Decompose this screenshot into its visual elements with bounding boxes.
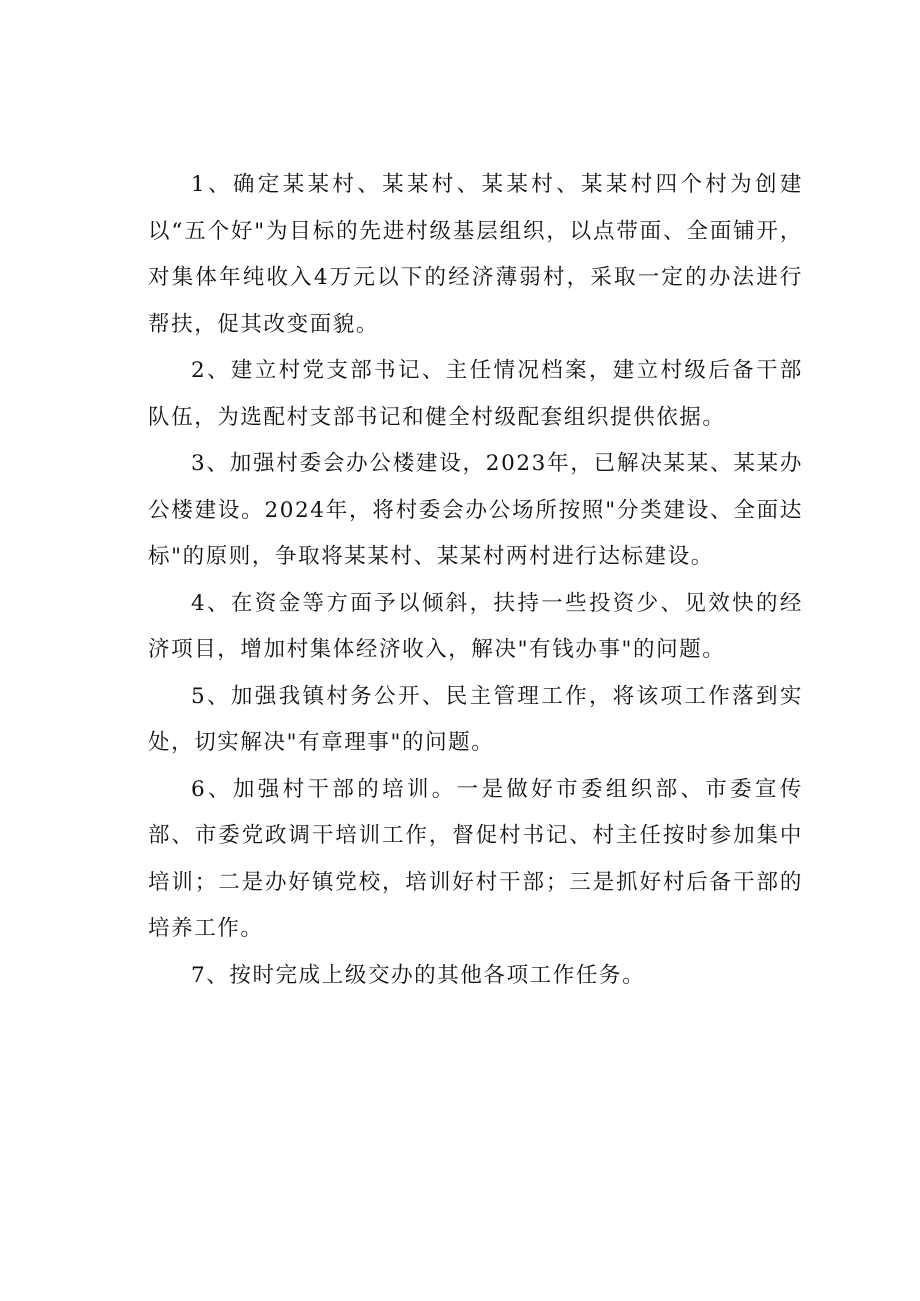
paragraph-item-5: 5、加强我镇村务公开、民主管理工作，将该项工作落到实处，切实解决"有章理事"的问题。 <box>148 683 803 755</box>
paragraph-item-7: 7、按时完成上级交办的其他各项工作任务。 <box>191 962 646 988</box>
paragraph-item-2: 2、建立村党支部书记、主任情况档案，建立村级后备干部队伍，为选配村支部书记和健全村级配套组织提供依据。 <box>148 358 803 430</box>
paragraph-item-4: 4、在资金等方面予以倾斜，扶持一些投资少、见效快的经济项目，增加村集体经济收入，解决"有钱办事"的问题。 <box>148 590 803 662</box>
paragraph-item-6: 6、加强村干部的培训。一是做好市委组织部、市委宣传部、市委党政调干培训工作，督促村书记、村主任按时参加集中培训；二是办好镇党校，培训好村干部；三是抓好村后备干部的培养工作。 <box>148 776 803 941</box>
paragraph-item-1: 1、确定某某村、某某村、某某村、某某村四个村为创建以“五个好"为目标的先进村级基层组织，以点带面、全面铺开，对集体年纯收入4万元以下的经济薄弱村，采取一定的办法进行帮扶，促其改变面貌。 <box>148 172 803 337</box>
document-body <box>148 162 803 999</box>
paragraph-item-3: 3、加强村委会办公楼建设，2023年，已解决某某、某某办公楼建设。2024年，将村委会办公场所按照"分类建设、全面达标"的原则，争取将某某村、某某村两村进行达标建设。 <box>148 451 803 569</box>
